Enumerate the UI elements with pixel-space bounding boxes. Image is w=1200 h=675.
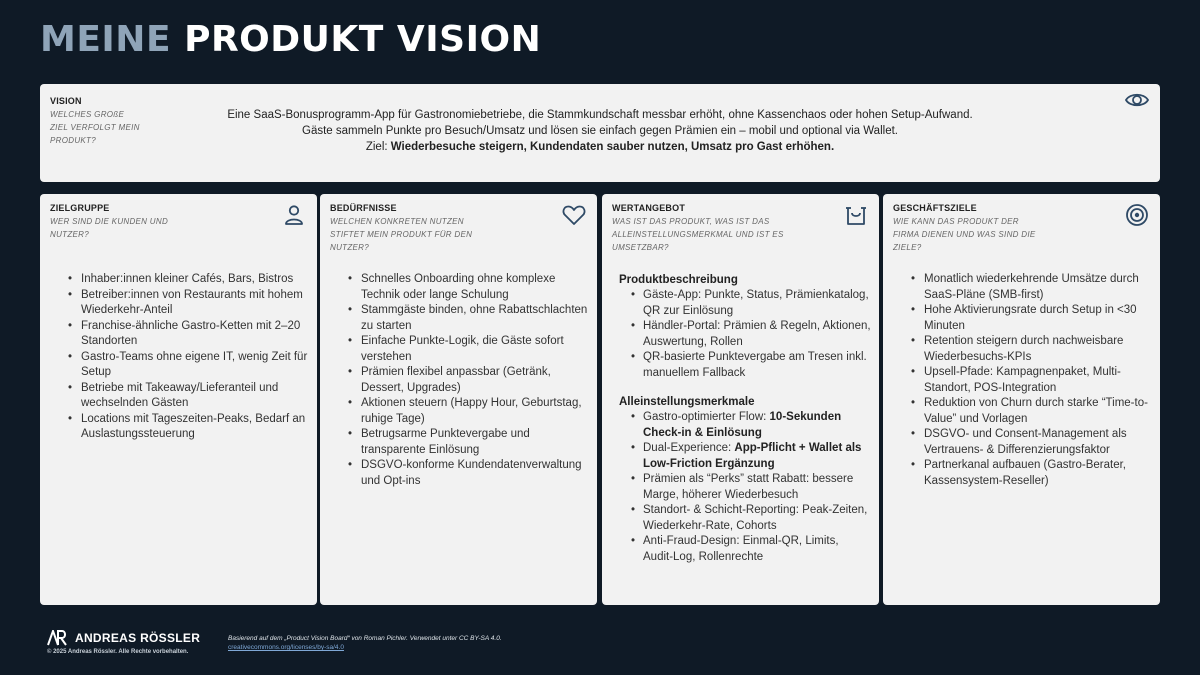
list-item: • Betreiber:innen von Restaurants mit hohem Wiederkehr-Anteil	[68, 288, 308, 319]
geschaeftsziele-card	[883, 194, 1160, 605]
list-item: • Franchise-ähnliche Gastro-Ketten mit 2–20 Standorten	[68, 319, 308, 350]
list-item: • Locations mit Tageszeiten-Peaks, Bedarf an Auslastungssteuerung	[68, 412, 308, 443]
vision-label: VISION	[50, 96, 82, 106]
bag-icon	[843, 202, 869, 228]
list-item: • Prämien flexibel anpassbar (Getränk, Dessert, Upgrades)	[348, 365, 588, 396]
list-item: • Aktionen steuern (Happy Hour, Geburtstag, ruhige Tage)	[348, 396, 588, 427]
list-item: • Einfache Punkte-Logik, die Gäste sofort verstehen	[348, 334, 588, 365]
list-item: • Schnelles Onboarding ohne komplexe Technik oder lange Schulung	[348, 272, 588, 303]
footer-credit-text: Basierend auf dem „Product Vision Board“ von Roman Pichler. Verwendet unter CC BY-SA 4.0.	[228, 635, 502, 642]
list-item: • Standort- & Schicht-Reporting: Peak-Zeiten, Wiederkehr-Rate, Cohorts	[631, 503, 871, 534]
list-item: • Stammgäste binden, ohne Rabattschlachten zu starten	[348, 303, 588, 334]
title-part-1: MEINE	[40, 19, 172, 60]
person-icon	[281, 202, 307, 228]
zielgruppe-label: ZIELGRUPPE	[50, 203, 110, 213]
geschaeftsziele-label: GESCHÄFTSZIELE	[893, 203, 977, 213]
zielgruppe-header	[50, 202, 250, 241]
list-item	[631, 410, 871, 441]
list-item: • Gastro-Teams ohne eigene IT, wenig Zeit für Setup	[68, 350, 308, 381]
ar-logo-icon	[47, 630, 67, 646]
eye-icon	[1124, 87, 1150, 113]
geschaeftsziele-header	[893, 202, 1093, 254]
wertangebot-subtitle: WAS IST DAS PRODUKT, WAS IST DAS ALLEINSTELLUNGSMERKMAL UND IST ES UMSETZBAR?	[612, 217, 784, 252]
beduerfnisse-list	[348, 272, 588, 489]
list-item: • QR-basierte Punktevergabe am Tresen inkl. manuellem Fallback	[631, 350, 871, 381]
page-title	[40, 20, 541, 60]
vision-text	[190, 107, 1010, 155]
alleinstellungsmerkmale-title: Alleinstellungsmerkmale	[619, 396, 755, 408]
list-item: • DSGVO-konforme Kundendatenverwaltung und Opt-ins	[348, 458, 588, 489]
list-item: • Inhaber:innen kleiner Cafés, Bars, Bistros	[68, 272, 308, 288]
vision-subtitle: WELCHES GROßE ZIEL VERFOLGT MEIN PRODUKT?	[50, 110, 140, 145]
usp-2-prefix: Dual-Experience:	[643, 442, 735, 454]
vision-goal	[190, 139, 1010, 155]
list-item: • Betrugsarme Punktevergabe und transparente Einlösung	[348, 427, 588, 458]
usp-list	[631, 410, 871, 565]
zielgruppe-list	[68, 272, 308, 443]
wertangebot-label: WERTANGEBOT	[612, 203, 686, 213]
zielgruppe-card	[40, 194, 317, 605]
title-part-2: PRODUKT VISION	[184, 19, 542, 60]
beduerfnisse-label: BEDÜRFNISSE	[330, 203, 397, 213]
zielgruppe-subtitle: WER SIND DIE KUNDEN UND NUTZER?	[50, 217, 169, 239]
footer-license-link[interactable]: creativecommons.org/licenses/by-sa/4.0	[228, 644, 344, 651]
vision-goal-prefix: Ziel:	[365, 141, 391, 153]
list-item: • Upsell-Pfade: Kampagnenpaket, Multi-Standort, POS-Integration	[911, 365, 1151, 396]
list-item: • DSGVO- und Consent-Management als Vertrauens- & Differenzierungsfaktor	[911, 427, 1151, 458]
beduerfnisse-header	[330, 202, 530, 254]
list-item: • Reduktion von Churn durch starke “Time-to-Value” und Vorlagen	[911, 396, 1151, 427]
wertangebot-content	[619, 272, 871, 565]
vision-line-1: Eine SaaS-Bonusprogramm-App für Gastronomiebetriebe, die Stammkundschaft messbar erhöht, ohne Kassenchaos oder hohen Setup-Aufwand.	[227, 109, 973, 121]
wertangebot-header	[612, 202, 827, 254]
usp-1-bold: 10-Sekunden Check-in & Einlösung	[643, 411, 842, 439]
target-icon	[1124, 202, 1150, 228]
produktbeschreibung-title: Produktbeschreibung	[619, 274, 738, 286]
list-item: • Händler-Portal: Prämien & Regeln, Aktionen, Auswertung, Rollen	[631, 319, 871, 350]
list-item: • Anti-Fraud-Design: Einmal-QR, Limits, Audit-Log, Rollenrechte	[631, 534, 871, 565]
usp-1-prefix: Gastro-optimierter Flow:	[643, 411, 770, 423]
heart-icon	[561, 202, 587, 228]
vision-header	[50, 95, 140, 147]
geschaeftsziele-list	[911, 272, 1151, 489]
geschaeftsziele-subtitle: WIE KANN DAS PRODUKT DER FIRMA DIENEN UND WAS SIND DIE ZIELE?	[893, 217, 1036, 252]
footer-copyright: © 2025 Andreas Rössler. Alle Rechte vorbehalten.	[47, 649, 189, 655]
list-item: • Betriebe mit Takeaway/Lieferanteil und wechselnden Gästen	[68, 381, 308, 412]
list-item: • Partnerkanal aufbauen (Gastro-Berater, Kassensystem-Reseller)	[911, 458, 1151, 489]
beduerfnisse-card	[320, 194, 597, 605]
produkt-list	[631, 288, 871, 381]
list-item: • Retention steigern durch nachweisbare Wiederbesuchs-KPIs	[911, 334, 1151, 365]
footer-logo	[47, 630, 200, 646]
beduerfnisse-subtitle: WELCHEN KONKRETEN NUTZEN STIFTET MEIN PRODUKT FÜR DEN NUTZER?	[330, 217, 473, 252]
list-item: • Gäste-App: Punkte, Status, Prämienkatalog, QR zur Einlösung	[631, 288, 871, 319]
footer-credit	[228, 634, 502, 652]
vision-card	[40, 84, 1160, 182]
list-item: • Hohe Aktivierungsrate durch Setup in <30 Minuten	[911, 303, 1151, 334]
wertangebot-card	[602, 194, 879, 605]
vision-line-2: Gäste sammeln Punkte pro Besuch/Umsatz und lösen sie einfach gegen Prämien ein – mobil und optional via Wallet.	[302, 125, 898, 137]
list-item: • Monatlich wiederkehrende Umsätze durch SaaS-Pläne (SMB-first)	[911, 272, 1151, 303]
list-item	[631, 441, 871, 472]
list-item: • Prämien als “Perks” statt Rabatt: bessere Marge, höherer Wiederbesuch	[631, 472, 871, 503]
vision-goal-bold: Wiederbesuche steigern, Kundendaten sauber nutzen, Umsatz pro Gast erhöhen.	[390, 141, 835, 153]
usp-2-bold: App-Pflicht + Wallet als Low-Friction Ergänzung	[643, 442, 862, 470]
footer-brand: ANDREAS RÖSSLER	[75, 631, 201, 645]
